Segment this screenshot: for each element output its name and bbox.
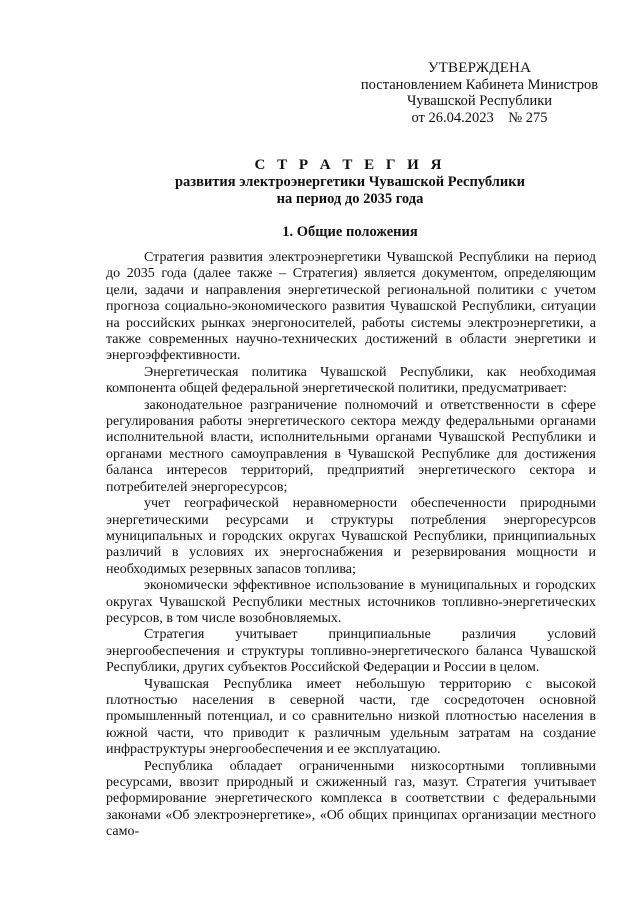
- approval-republic: Чувашской Республики: [406, 93, 553, 109]
- paragraph: Стратегия развития электроэнергетики Чувашской Республики на период до 2035 года (далее также – Стратегия) является документом, определяющим цели, задачи и направления энергетической региональной политики с учетом прогноза социально-экономического развития Чувашской Республики, ситуации на российских рынках энергоносителей, работы системы электроэнергетики, а также современных научно-технических достижений в области энергетики и энергоэффективности.: [106, 250, 596, 364]
- approval-issuer: постановлением Кабинета Министров: [360, 76, 599, 93]
- title-subtitle-line2: на период до 2035 года: [276, 191, 424, 207]
- document-title: [110, 156, 590, 208]
- paragraph: Чувашская Республика имеет небольшую территорию с высокой плотностью населения в северной части, где сосредоточен основной промышленный потенциал, и со сравнительно низкой плотностью населения в южной части, что приводит к различным удельным затратам на создание инфраструктуры энергообеспечения и ее эксплуатацию.: [106, 676, 596, 758]
- paragraph: Стратегия учитывает принципиальные различия условий энергообеспечения и структуры топливно-энергетического баланса Чувашской Республики, других субъектов Российской Федерации и России в целом.: [106, 627, 596, 676]
- title-subtitle-line1: развития электроэнергетики Чувашской Республики: [174, 174, 525, 190]
- paragraph: Республика обладает ограниченными низкосортными топливными ресурсами, ввозит природный и сжиженный газ, мазут. Стратегия учитывает реформирование энергетического комплекса в соответствии с федеральными законами «Об электроэнергетике», «Об общих принципах организации местного само-: [106, 758, 596, 840]
- approval-stamp: УТВЕРЖДЕНА: [427, 60, 532, 76]
- document-body: [106, 250, 596, 841]
- approval-block: [357, 60, 602, 126]
- approval-date-number: от 26.04.2023 № 275: [411, 109, 548, 126]
- paragraph: законодательное разграничение полномочий и ответственности в сфере регулирования работы энергетического сектора между федеральными органами исполнительной власти, исполнительными органами Чувашской Республики и органами местного самоуправления в Чувашской Республике для достижения баланса интересов территорий, предприятий энергетического сектора и потребителей энергоресурсов;: [106, 397, 596, 495]
- title-main: С Т Р А Т Е Г И Я: [254, 157, 446, 173]
- paragraph: учет географической неравномерности обеспеченности природными энергетическими ресурсами и структуры потребления энергоресурсов муниципальных и городских округах Чувашской Республики, принципиальных различий в условиях их энергоснабжения и резервирования мощности и необходимых резервных запасов топлива;: [106, 496, 596, 577]
- paragraph: Энергетическая политика Чувашской Республики, как необходимая компонента общей федеральной энергетической политики, предусматривает:: [106, 364, 596, 397]
- section-heading: 1. Общие положения: [282, 224, 418, 240]
- paragraph: экономически эффективное использование в муниципальных и городских округах Чувашской Республики местных источников топливно-энергетических ресурсов, в том числе возобновляемых.: [106, 578, 596, 626]
